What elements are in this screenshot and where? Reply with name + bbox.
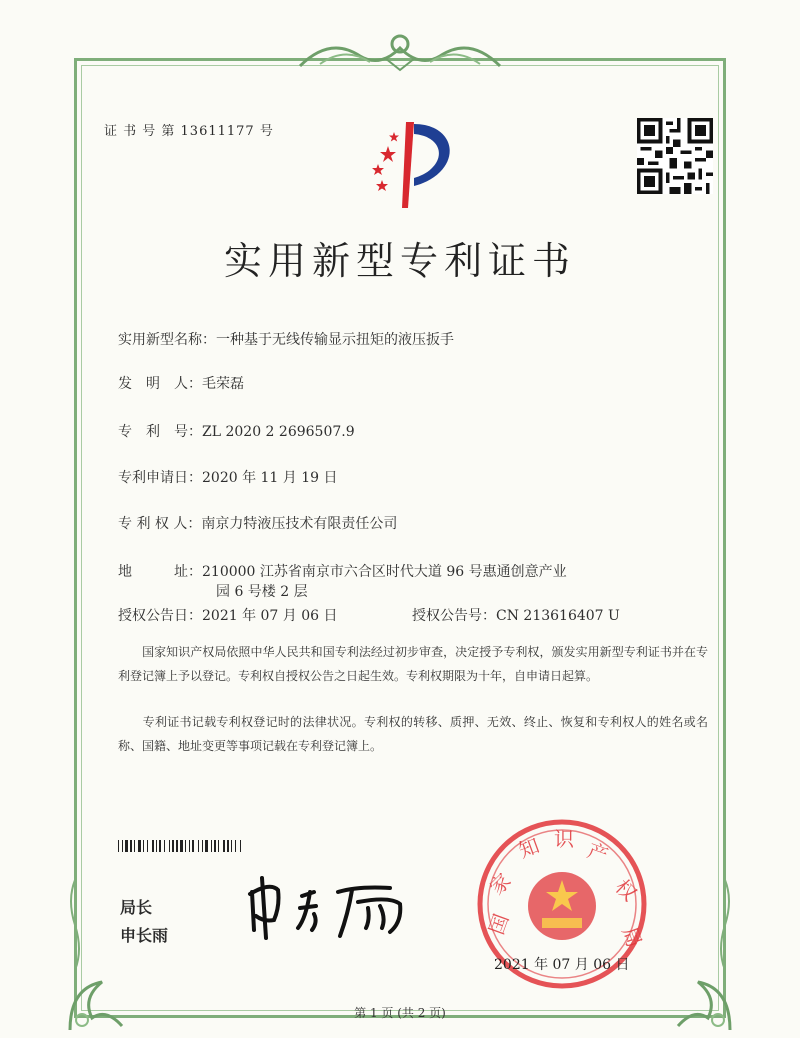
handwritten-signature-icon <box>240 872 420 942</box>
svg-text:识: 识 <box>554 827 574 851</box>
field-label: 授权公告日： <box>118 608 202 624</box>
svg-text:家: 家 <box>484 868 516 900</box>
certificate-number: 证 书 号 第 13611177 号 <box>104 124 274 139</box>
field-value: 南京力特液压技术有限责任公司 <box>201 516 398 532</box>
field-inventor <box>118 374 244 394</box>
field-value: 2021 年 07 月 06 日 <box>202 608 338 624</box>
certificate-title: 实用新型专利证书 <box>223 239 576 283</box>
qr-code-icon <box>637 118 713 194</box>
field-value: 2020 年 11 月 19 日 <box>202 470 338 486</box>
field-label: 实用新型名称： <box>118 332 216 348</box>
signatory-name: 申长雨 <box>120 926 169 945</box>
svg-text:局: 局 <box>617 923 647 951</box>
svg-text:权: 权 <box>610 874 642 906</box>
corner-ornament-icon <box>62 968 132 1038</box>
signatory-block <box>120 894 168 950</box>
svg-text:知: 知 <box>515 833 543 863</box>
field-filing-date <box>118 468 338 488</box>
corner-ornament-icon <box>668 968 738 1038</box>
field-grant-date <box>118 606 338 626</box>
signatory-title: 局长 <box>120 898 153 917</box>
svg-text:国: 国 <box>484 910 514 938</box>
field-value: ZL 2020 2 2696507.9 <box>202 424 355 440</box>
svg-text:产: 产 <box>584 838 612 868</box>
barcode-icon <box>118 840 296 852</box>
field-value: 210000 江苏省南京市六合区时代大道 96 号惠通创意产业 <box>202 564 567 580</box>
field-label: 专利申请日： <box>118 470 202 486</box>
side-ornament-icon <box>67 880 83 970</box>
top-ornament-icon <box>290 28 510 78</box>
field-utility-model-name <box>118 330 454 350</box>
field-grant-number <box>412 606 620 626</box>
side-ornament-icon <box>717 880 733 970</box>
cnipa-logo-icon <box>348 112 472 208</box>
field-label: 专 利 号： <box>118 424 202 440</box>
field-value: 毛荣磊 <box>202 376 244 392</box>
certificate-paragraph: 国家知识产权局依照中华人民共和国专利法经过初步审查，决定授予专利权，颁发实用新型专利证书并在专利登记簿上予以登记。专利权自授权公告之日起生效。专利权期限为十年，自申请日起算。 <box>118 645 708 683</box>
field-label: 地 址： <box>118 564 202 580</box>
field-value: 一种基于无线传输显示扭矩的液压扳手 <box>216 332 454 348</box>
field-patent-number <box>118 422 355 442</box>
field-label: 发 明 人： <box>118 376 202 392</box>
page-number: 第 1 页 (共 2 页) <box>354 1006 446 1020</box>
field-value: CN 213616407 U <box>496 608 620 624</box>
field-value: 园 6 号楼 2 层 <box>216 584 308 600</box>
certificate-paragraph: 专利证书记载专利权登记时的法律状况。专利权的转移、质押、无效、终止、恢复和专利权人的姓名或名称、国籍、地址变更等事项记载在专利登记簿上。 <box>118 715 708 753</box>
seal-date: 2021 年 07 月 06 日 <box>494 957 630 973</box>
field-label: 授权公告号： <box>412 608 496 624</box>
field-label: 专 利 权 人： <box>118 516 202 532</box>
field-patentee <box>118 514 397 534</box>
field-address <box>118 562 618 602</box>
